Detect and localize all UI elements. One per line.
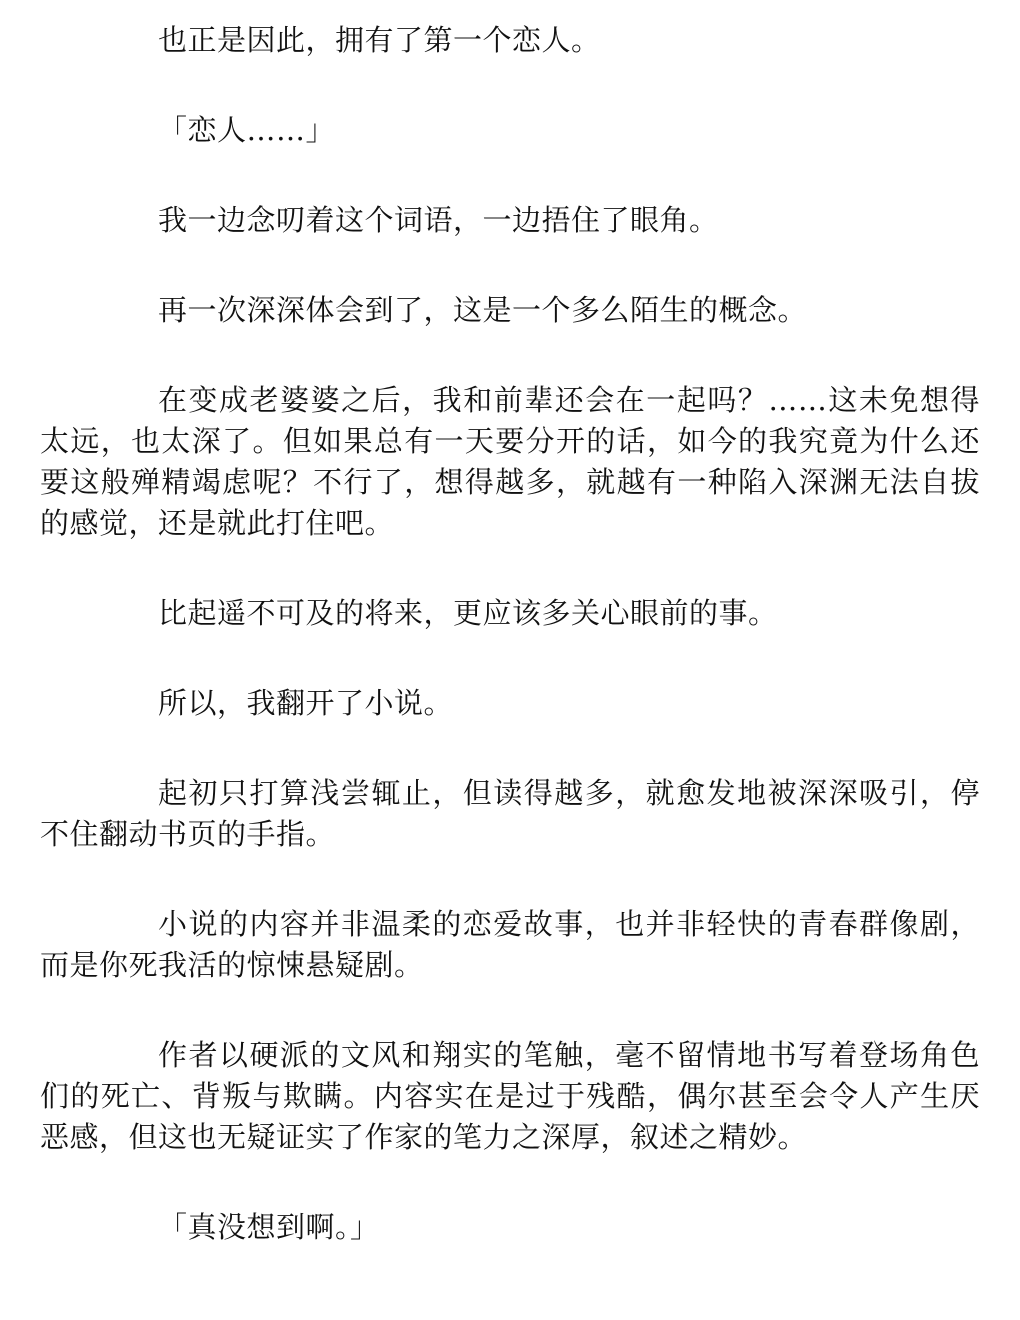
paragraph-3: 我一边念叨着这个词语，一边捂住了眼角。 bbox=[158, 203, 719, 237]
paragraph-9: 小说的内容并非温柔的恋爱故事，也并非轻快的青春群像剧，而是你死我活的惊悚悬疑剧。 bbox=[40, 907, 980, 982]
paragraph-5: 在变成老婆婆之后，我和前辈还会在一起吗？……这未免想得太远，也太深了。但如果总有一天要分开的话，如今的我究竟为什么还要这般殚精竭虑呢？不行了，想得越多，就越有一种陷入深渊无法自拔的感觉，还是就此打住吧。 bbox=[40, 383, 980, 540]
paragraph-8: 起初只打算浅尝辄止，但读得越多，就愈发地被深深吸引，停不住翻动书页的手指。 bbox=[40, 776, 980, 851]
dialogue-unexpected: 「真没想到啊。」 bbox=[158, 1210, 380, 1244]
paragraph-6: 比起遥不可及的将来，更应该多关心眼前的事。 bbox=[158, 596, 778, 630]
body-text bbox=[40, 20, 980, 1297]
dialogue-lover: 「恋人……」 bbox=[158, 113, 336, 147]
paragraph-4: 再一次深深体会到了，这是一个多么陌生的概念。 bbox=[158, 293, 808, 327]
paragraph-10: 作者以硬派的文风和翔实的笔触，毫不留情地书写着登场角色们的死亡、背叛与欺瞒。内容实在是过于残酷，偶尔甚至会令人产生厌恶感，但这也无疑证实了作家的笔力之深厚，叙述之精妙。 bbox=[40, 1038, 980, 1154]
paragraph-1: 也正是因此，拥有了第一个恋人。 bbox=[158, 23, 601, 57]
paragraph-7: 所以，我翻开了小说。 bbox=[158, 686, 454, 720]
